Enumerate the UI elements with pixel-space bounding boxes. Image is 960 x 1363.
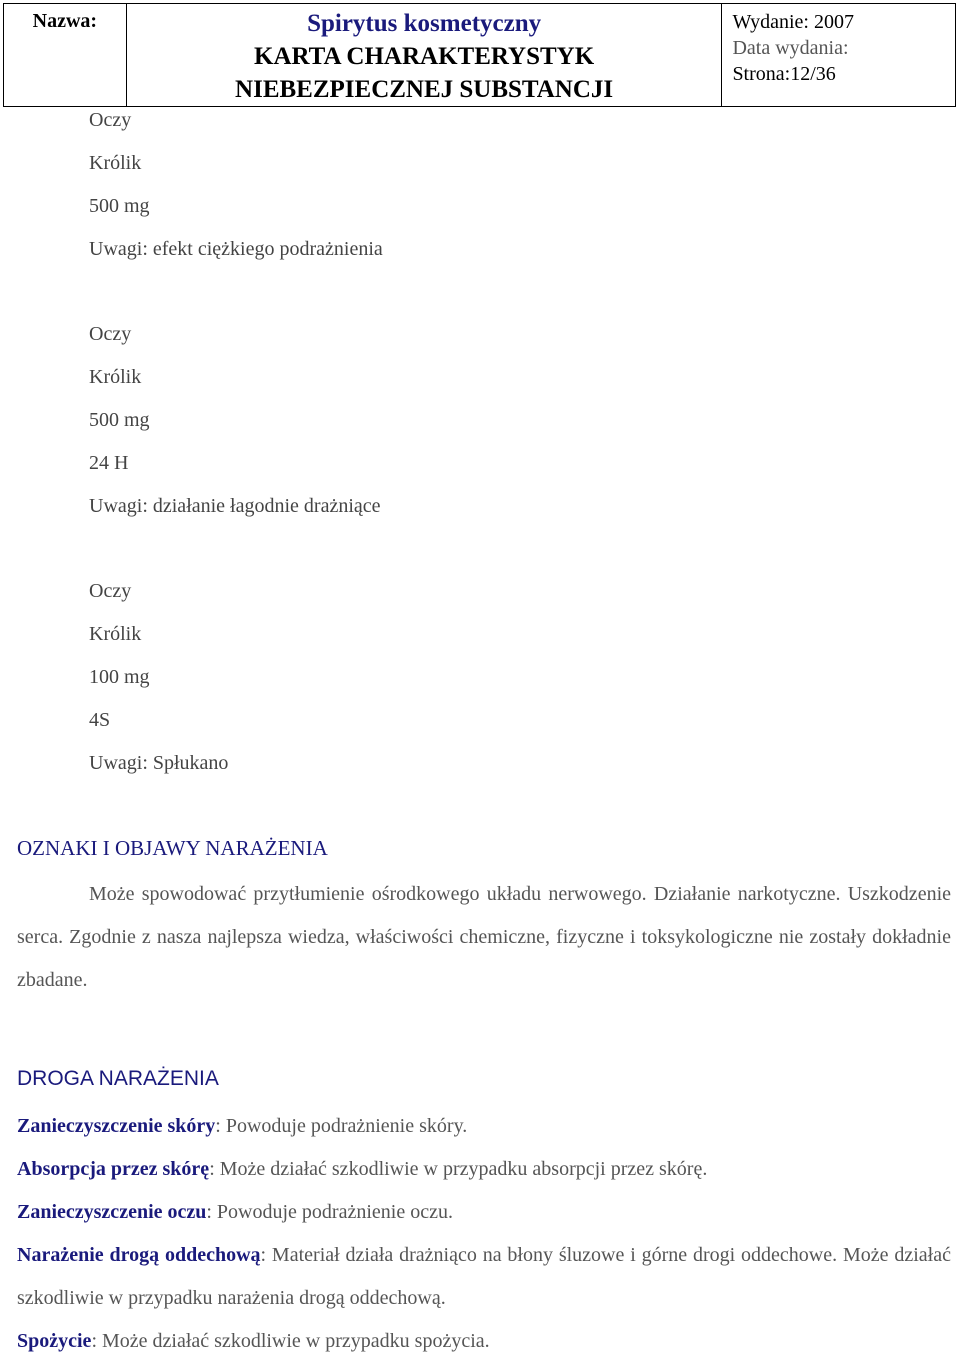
route-text: : Powoduje podrażnienie skóry. [215,1115,468,1137]
route-label: Spożycie [17,1330,92,1352]
edition-info: Wydanie: 2007 [732,11,854,33]
route-label: Zanieczyszczenie skóry [17,1115,216,1137]
record-line: Uwagi: Spłukano [89,752,229,774]
symptoms-paragraph [17,873,951,1002]
route-item [17,1148,951,1191]
routes-heading: DROGA NARAŻENIA [17,1067,219,1090]
document-title-line2: NIEBEZPIECZNEJ SUBSTANCJI [235,76,614,103]
product-name: Spirytus kosmetyczny [307,10,542,37]
symptoms-text: Może spowodować przytłumienie ośrodkowego układu nerwowego. Działanie narkotyczne. Uszkodzenie serca. Zgodnie z nasza najlepsza wiedza, właściwości chemiczne, fizyczne i toksykologiczne nie zostały dokładnie zbadane. [17,883,951,991]
document-header [3,3,956,107]
symptoms-heading: OZNAKI I OBJAWY NARAŻENIA [17,836,328,860]
record-line: Królik [89,366,142,388]
record-line: Królik [89,623,142,645]
record-line: 100 mg [89,666,150,688]
record-line: 24 H [89,452,129,474]
route-text: : Powoduje podrażnienie oczu. [206,1201,453,1223]
record-line: Oczy [89,580,132,602]
route-item [17,1320,951,1363]
name-label-cell [4,4,127,107]
route-item [17,1234,951,1320]
route-label: Zanieczyszczenie oczu [17,1201,207,1223]
record-line: 4S [89,709,111,731]
route-item [17,1191,951,1234]
record-line: Oczy [89,109,132,131]
route-text: : Może działać szkodliwie w przypadku spożycia. [91,1330,490,1352]
title-cell [126,4,722,107]
record-line: 500 mg [89,409,150,431]
name-label: Nazwa: [32,10,98,32]
record-line: 500 mg [89,195,150,217]
issue-date: Data wydania: [732,37,849,59]
edition-cell [722,4,956,107]
route-label: Absorpcja przez skórę [17,1158,210,1180]
record-line: Oczy [89,323,132,345]
record-line: Uwagi: działanie łagodnie drażniące [89,495,381,517]
route-text: : Może działać szkodliwie w przypadku absorpcji przez skórę. [209,1158,708,1180]
record-line: Uwagi: efekt ciężkiego podrażnienia [89,238,383,260]
route-item [17,1105,951,1148]
document-title-line1: KARTA CHARAKTERYSTYK [254,43,595,70]
page-number: Strona:12/36 [732,63,836,85]
route-text: : Materiał działa drażniąco na błony śluzowe i górne drogi oddechowe. Może działać szkodliwie w przypadku narażenia drogą oddechową. [17,1244,951,1309]
route-label: Narażenie drogą oddechową [17,1244,261,1266]
record-line: Królik [89,152,142,174]
